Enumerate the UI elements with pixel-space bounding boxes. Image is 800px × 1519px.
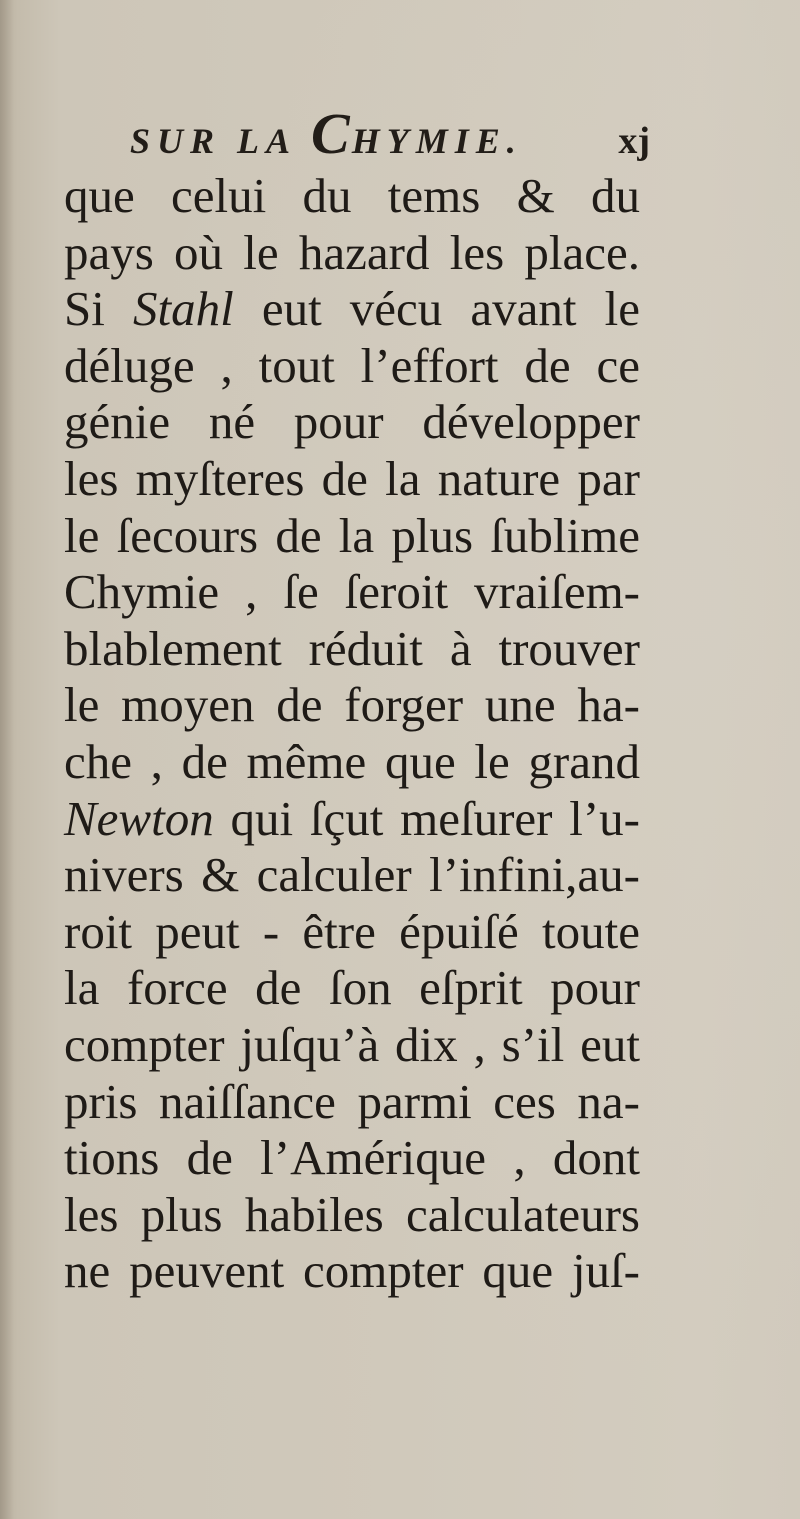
line-text: Si — [64, 281, 133, 337]
line-text: les plus habiles calculateurs — [64, 1186, 640, 1242]
running-title-rest: HYMIE. — [351, 121, 523, 161]
line-text: les myſteres de la nature par — [64, 450, 640, 506]
text-line — [40, 1130, 640, 1187]
line-text: que celui du tems & du — [64, 168, 640, 223]
line-text: nivers & calculer l’infini,au- — [64, 847, 640, 903]
line-text: Chymie , ſe ſeroit vraiſem- — [64, 564, 640, 620]
line-text: compter juſqu’à dix , s’il eut — [64, 1016, 640, 1072]
text-line — [40, 394, 640, 451]
text-line — [40, 734, 640, 791]
text-line — [40, 847, 640, 904]
running-head — [130, 100, 650, 170]
text-line — [40, 508, 640, 565]
line-text: qui ſçut meſurer l’u- — [213, 790, 640, 846]
text-line — [40, 791, 640, 848]
text-line — [40, 564, 640, 621]
running-title-prefix: SUR LA — [130, 121, 312, 161]
text-line — [40, 168, 640, 225]
text-line — [40, 1074, 640, 1131]
line-text: tions de l’Amérique , dont — [64, 1130, 640, 1186]
text-line — [40, 904, 640, 961]
line-text: ne peuvent compter que juſ- — [64, 1243, 640, 1299]
text-line — [40, 621, 640, 678]
text-line — [40, 960, 640, 1017]
text-line — [40, 1017, 640, 1074]
text-line — [40, 225, 640, 282]
page-number: xj — [618, 120, 650, 162]
line-text: déluge , tout l’effort de ce — [64, 337, 640, 393]
line-text: pris naiſſance parmi ces na- — [64, 1073, 640, 1129]
line-text: eut vécu avant le — [233, 281, 640, 337]
line-text: le moyen de forger une ha- — [64, 677, 640, 733]
body-text — [40, 168, 640, 1300]
italic-name-stahl: Stahl — [132, 281, 234, 337]
text-line — [40, 338, 640, 395]
line-text: génie né pour développer — [64, 394, 640, 450]
text-line — [40, 1243, 640, 1300]
running-title — [130, 100, 523, 167]
line-text: roit peut - être épuiſé toute — [64, 903, 640, 959]
line-text: la force de ſon eſprit pour — [64, 960, 640, 1016]
text-line — [40, 677, 640, 734]
running-title-capital: C — [311, 101, 352, 166]
text-line — [40, 451, 640, 508]
line-text: pays où le hazard les place. — [64, 224, 640, 280]
line-text: blablement réduit à trouver — [64, 620, 640, 676]
text-line — [40, 1187, 640, 1244]
line-text: che , de même que le grand — [64, 733, 640, 789]
line-text: le ſecours de la plus ſublime — [64, 507, 640, 563]
text-line — [40, 281, 640, 338]
italic-name-newton: Newton — [64, 790, 214, 846]
